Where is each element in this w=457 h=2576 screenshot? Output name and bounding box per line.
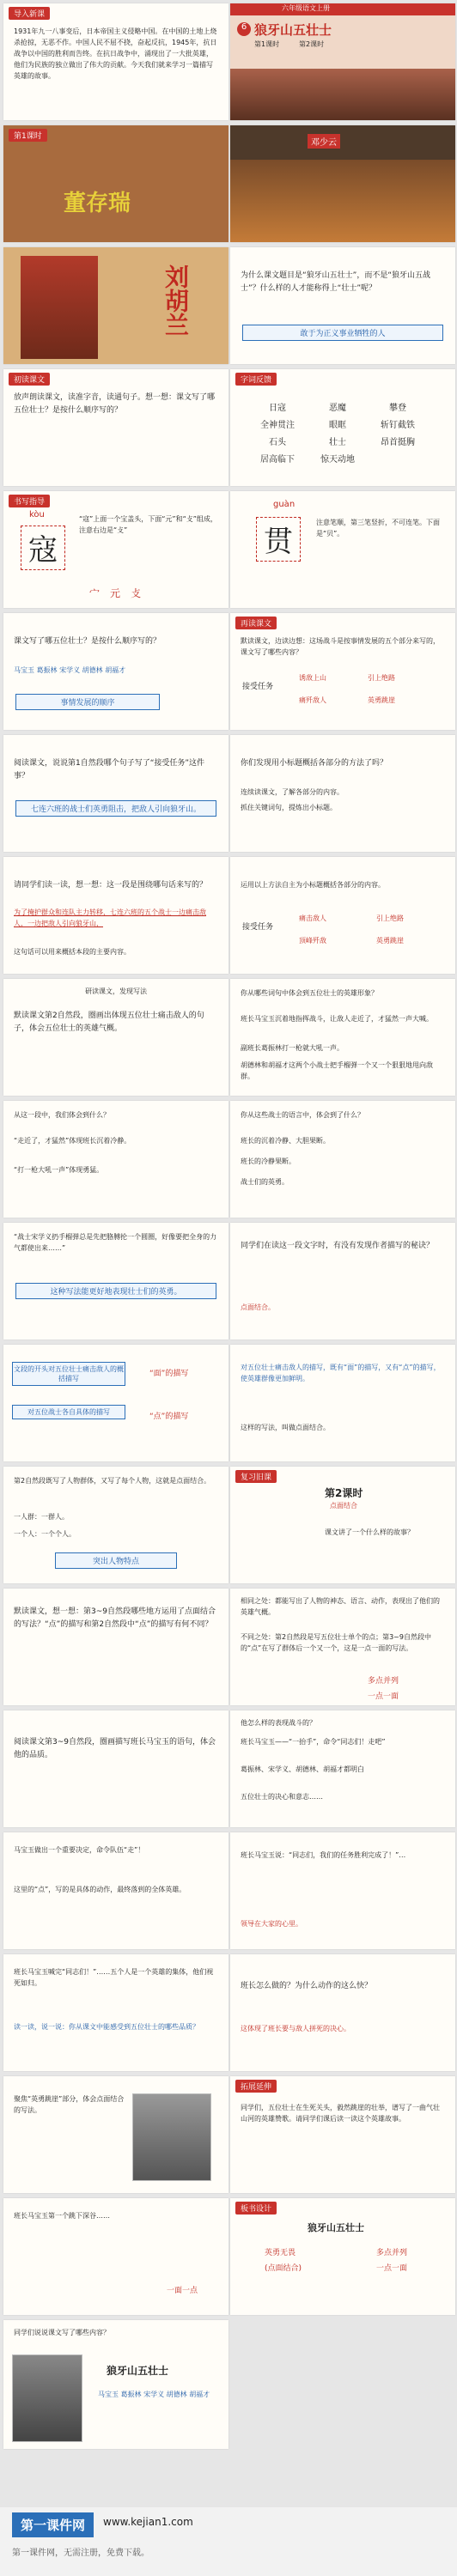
face-label: “面”的描写 xyxy=(149,1370,189,1378)
section-tag: 初读课文 xyxy=(9,373,50,386)
pinyin: guàn xyxy=(273,500,296,509)
flow-step: 顶峰歼敌 xyxy=(299,937,326,945)
method-item: 抓住关键词句，提炼出小标题。 xyxy=(241,804,337,811)
section-tag: 拓展延伸 xyxy=(235,2080,277,2093)
slide-qualities xyxy=(3,1954,228,2071)
section-tag: 字词反馈 xyxy=(235,373,277,386)
answer-box: 敢于为正义事业牺牲的人 xyxy=(242,325,443,341)
question-text: 为什么课文题目是“狼牙山五壮士”，而不是“狼牙山五战士”？什么样的人才能称得上“壮士”呢？ xyxy=(241,271,430,293)
slide-point-face xyxy=(3,1345,228,1461)
slide-action xyxy=(3,1223,228,1340)
question-text: 同学们在读这一段文字时，有没有发现作者描写的秘诀？ xyxy=(241,1242,435,1250)
flow-start: 接受任务 xyxy=(242,923,274,932)
section-tag: 第1课时 xyxy=(9,129,47,142)
question-text: 马宝玉做出一个重要决定，命令队伍“走”！ xyxy=(14,1846,145,1854)
vocab-word: 惊天动地 xyxy=(320,455,355,465)
slide-writing-1 xyxy=(3,491,228,608)
flow-step: 英勇跳崖 xyxy=(376,937,404,945)
slide-jump xyxy=(3,2076,228,2193)
slide-question-title xyxy=(230,247,455,364)
statue-image xyxy=(132,2093,211,2181)
writing-tip: 注意笔顺，第三笔竖折，不可连笔。下面是“贝”。 xyxy=(316,519,440,538)
study-heading: 研读课文，发现写法 xyxy=(85,987,147,995)
vocab-word: 眼眶 xyxy=(329,421,346,430)
site-url[interactable]: www.kejian1.com xyxy=(103,2516,193,2528)
desc-box: 文段的开头对五位壮士痛击敌人的概括描写 xyxy=(12,1362,125,1386)
slide-secret xyxy=(230,1223,455,1340)
slide-point-face-2 xyxy=(230,1345,455,1461)
question-text: 课文写了哪五位壮士？是按什么顺序写的？ xyxy=(14,637,161,646)
period-2[interactable]: 第2课时 xyxy=(299,40,325,48)
vocab-word: 斩钉截铁 xyxy=(381,421,415,430)
question-text: 你从哪些词句中体会到五位壮士的英雄形象？ xyxy=(241,989,378,997)
study-body: 默读课文第2自然段，圈画出体现五位壮士痛击敌人的句子，体会五位壮士的英雄气概。 xyxy=(14,1012,204,1033)
slide-battle xyxy=(230,1710,455,1827)
board-title: 狼牙山五壮士 xyxy=(308,2222,364,2233)
lesson-badge: 6 xyxy=(237,22,251,36)
portrait-image xyxy=(21,256,98,359)
hero-names: 马宝玉 葛振林 宋学义 胡德林 胡福才 xyxy=(14,666,126,674)
task-text: 阅读课文第3~9自然段，圈画描写班长马宝玉的语句，体会他的品质。 xyxy=(14,1738,216,1759)
quote-text: “战士宋学义扔手榴弹总是先把胳膊抡一个圆圈，好像要把全身的力气都使出来……” xyxy=(14,1233,217,1252)
board-left: 英勇无畏 xyxy=(265,2249,296,2257)
cover-image xyxy=(230,69,455,120)
question-text: 请同学们读一读，想一想：这一段是围绕哪句话来写的？ xyxy=(14,881,208,890)
summary-item: 一人群：一群人。 xyxy=(14,1513,69,1521)
end-title: 狼牙山五壮士 xyxy=(107,2365,169,2377)
slide-review xyxy=(230,1467,455,1583)
hero-names: 马宝玉 葛振林 宋学义 胡德林 胡福才 xyxy=(98,2391,210,2398)
question-text: 阅读课文，说说第1自然段哪个句子写了“接受任务”这件事？ xyxy=(14,759,205,781)
period-sub: 点面结合 xyxy=(330,1502,357,1510)
question-text: 默读课文，想一想：第3~9自然段哪些地方运用了点面结合的写法？“点”的描写和第2自然段中“点”的描写有何不同？ xyxy=(14,1607,216,1629)
section-tag: 板书设计 xyxy=(235,2202,277,2215)
char-parts: 宀 元 攴 xyxy=(89,587,142,599)
vocab-word: 石头 xyxy=(269,438,286,447)
hero-name: 董存瑞 xyxy=(64,191,131,216)
slide-title xyxy=(230,3,455,120)
vocab-word: 全神贯注 xyxy=(260,421,295,430)
section-tag: 复习旧课 xyxy=(235,1470,277,1483)
note-text: 点面结合。 xyxy=(241,1303,275,1311)
question-text: 读一读，说一说：你从课文中能感受到五位壮士的哪些品质？ xyxy=(14,2023,199,2031)
flow-step: 引上绝路 xyxy=(368,674,395,682)
hero-label: 邓少云 xyxy=(308,134,340,149)
flow-step: 痛击敌人 xyxy=(299,914,326,922)
answer-item: 葛振林、宋学义、胡德林、胡福才都明白 xyxy=(241,1765,364,1773)
answer-box: 突出人物特点 xyxy=(55,1552,177,1569)
answer-item: 副班长葛振林打一枪就大吼一声。 xyxy=(241,1044,344,1052)
method-item: 连续读课文，了解各部分的内容。 xyxy=(241,788,344,796)
slide-leap xyxy=(3,2198,228,2315)
slide-decision xyxy=(3,1832,228,1949)
note-text: 这体现了班长要与敌人拼死的决心。 xyxy=(241,2025,350,2032)
slide-compare xyxy=(230,1589,455,1705)
slide-intro xyxy=(3,3,228,120)
question-text: 从这一段中，我们体会到什么？ xyxy=(14,1111,110,1119)
slide-task-sentence xyxy=(3,735,228,852)
vocab-grid xyxy=(247,400,438,469)
task-text: 放声朗读课文，读准字音，读通句子。想一想：课文写了哪五位壮士？是按什么顺序写的？ xyxy=(14,393,216,415)
hero-name-vertical: 刘胡兰 xyxy=(161,264,190,337)
vocab-word: 日寇 xyxy=(269,404,286,413)
slide-first-read xyxy=(3,369,228,486)
slide-flow-titles xyxy=(230,857,455,974)
answer-item: 胡德林和胡福才这两个小战士把手榴弹一个又一个狠狠地甩向敌群。 xyxy=(241,1061,433,1080)
grade-header: 六年级语文上册 xyxy=(230,3,455,15)
slide-summary xyxy=(3,1467,228,1583)
note-text: 领导在大家的心里。 xyxy=(241,1920,302,1928)
lesson-title: 狼牙山五壮士 xyxy=(254,22,332,38)
quote-text: 班长马宝玉第一个跳下深谷…… xyxy=(14,2212,110,2220)
answer-item: 班长马宝玉——“一抬手”，命令“同志们！走吧” xyxy=(241,1738,386,1746)
slide-vocab xyxy=(230,369,455,486)
summary-text: 第2自然段既写了人物群体，又写了每个人物，这就是点面结合。 xyxy=(14,1477,211,1485)
note-text: 这样的写法，叫做点面结合。 xyxy=(241,1424,330,1431)
extend-text: 同学们，五位壮士在生死关头，毅然跳崖的壮举，谱写了一曲气壮山河的英雄赞歌。请同学们课后读一读这个英雄故事。 xyxy=(241,2104,440,2123)
section-tag: 书写指导 xyxy=(9,495,50,507)
slide-five-heroes xyxy=(3,613,228,730)
task-text: 默读课文，边读边想：这场战斗是按事情发展的五个部分来写的，课文写了哪些内容？ xyxy=(241,637,440,656)
memorial-image xyxy=(12,2354,82,2442)
slide-mission xyxy=(230,1832,455,1949)
section-tag: 再读课文 xyxy=(235,617,277,629)
slide-extend xyxy=(230,2076,455,2193)
answer-item: 战士们的英勇。 xyxy=(241,1178,289,1186)
slide-writing-2 xyxy=(230,491,455,608)
question-text: 课文讲了一个什么样的故事？ xyxy=(325,1528,414,1536)
vocab-word: 攀登 xyxy=(389,404,406,413)
vocab-word: 昂首挺胸 xyxy=(381,438,415,447)
battle-image xyxy=(230,160,455,242)
board-left-sub: (点面结合) xyxy=(265,2264,302,2273)
summary-text: 对五位壮士痛击敌人的描写，既有“面”的描写，又有“点”的描写，使英雄群像更加鲜明。 xyxy=(241,1364,441,1382)
period-1[interactable]: 第1课时 xyxy=(254,40,280,48)
slide-blackboard xyxy=(230,2198,455,2315)
task-text: 聚焦“英勇跳崖”部分，体会点面结合的写法。 xyxy=(14,2095,125,2114)
flow-start: 接受任务 xyxy=(242,683,274,691)
slide-read-3-9 xyxy=(3,1710,228,1827)
question-text: 你们发现用小标题概括各部分的方法了吗？ xyxy=(241,759,388,768)
board-right: 多点并列 xyxy=(376,2249,408,2257)
answer-item: 班长马宝玉沉着地指挥战斗，让敌人走近了，才猛然一声大喊。 xyxy=(241,1015,433,1023)
board-right-sub: 一点一面 xyxy=(376,2264,408,2273)
question-text: 班长怎么做的？为什么动作的这么快？ xyxy=(241,1982,373,1990)
summary-item: 一个人：一个个人。 xyxy=(14,1530,76,1538)
same-text: 相同之处：都能写出了人物的神态、语言、动作，表现出了他们的英雄气概。 xyxy=(241,1597,440,1616)
site-footer xyxy=(0,2507,457,2576)
quote-text: 班长马宝玉喊完“同志们！”……五个人是一个英雄的集体，他们视死如归。 xyxy=(14,1968,214,1987)
answer-item: “打一枪大吼一声”体现勇猛。 xyxy=(14,1166,104,1174)
slide-experience xyxy=(3,1101,228,1218)
writing-tip: “寇”上面一个宝盖头，下面“元”和“攴”组成，注意右边是“攴” xyxy=(79,515,217,534)
flow-step: 痛歼敌人 xyxy=(299,696,326,704)
slide-hero-1 xyxy=(3,125,228,242)
slide-language xyxy=(230,1101,455,1218)
period-title: 第2课时 xyxy=(325,1487,363,1499)
site-slogan: 第一课件网，无需注册，免费下载。 xyxy=(12,2549,149,2558)
character: 贯 xyxy=(256,517,301,562)
answer-box: 七连六班的战士们英勇阻击，把敌人引向狼牙山。 xyxy=(15,800,216,817)
diff-text: 不同之处：第2自然段是写五位壮士单个的点；第3~9自然段中的“点”在写了群体后一个又一个，这是一点一面的写法。 xyxy=(241,1633,431,1652)
slide-method xyxy=(230,735,455,852)
answer-item: “走近了，才猛然”体现班长沉着冷静。 xyxy=(14,1137,131,1145)
site-brand[interactable]: 第一课件网 xyxy=(12,2512,94,2537)
point-label: “点”的描写 xyxy=(149,1413,189,1421)
slide-hero-2 xyxy=(230,125,455,242)
slide-study xyxy=(3,979,228,1096)
question-text: 同学们说说课文写了哪些内容？ xyxy=(14,2329,110,2336)
answer-box: 这种写法能更好地表现壮士们的英勇。 xyxy=(15,1283,216,1299)
question-text: 你从这些战士的语言中，体会到了什么？ xyxy=(241,1111,364,1119)
slide-key-sentence xyxy=(3,857,228,974)
answer-item: 班长的沉着冷静、大胆果断。 xyxy=(241,1137,330,1145)
slide-hero-words xyxy=(230,979,455,1096)
vocab-word: 壮士 xyxy=(329,438,346,447)
slide-captain xyxy=(230,1954,455,2071)
highlight-sentence: 为了掩护群众和连队主力转移，七连六班的五个战士一边痛击敌人，一边把敌人引向狼牙山， xyxy=(14,908,206,927)
answer-item: 五位壮士的决心和意志…… xyxy=(241,1793,323,1801)
slide-end xyxy=(3,2320,228,2449)
pinyin: kòu xyxy=(29,510,45,519)
note-label: 多点并列 xyxy=(368,1677,399,1686)
quote-text: 班长马宝玉说：“同志们，我们的任务胜利完成了！”… xyxy=(241,1851,406,1859)
flow-step: 诱敌上山 xyxy=(299,674,326,682)
question-text: 他怎么样的表现战斗的？ xyxy=(241,1719,316,1727)
task-text: 运用以上方法自主为小标题概括各部分的内容。 xyxy=(241,881,385,889)
flow-step: 引上绝路 xyxy=(376,914,404,922)
note-label: 一点一面 xyxy=(368,1692,399,1701)
slide-reread xyxy=(230,613,455,730)
vocab-word: 恶魔 xyxy=(329,404,346,413)
slide-hero-3 xyxy=(3,247,228,364)
answer-item: 班长的冷静果断。 xyxy=(241,1157,296,1165)
desc-box-2: 对五位战士各自具体的描写 xyxy=(12,1405,125,1419)
vocab-word: 居高临下 xyxy=(260,455,295,465)
character: 寇 xyxy=(21,526,65,570)
answer-box: 事情发展的顺序 xyxy=(15,694,160,710)
flow-step: 英勇跳崖 xyxy=(368,696,395,704)
note-text: 这句话可以用来概括本段的主要内容。 xyxy=(14,948,131,956)
note-text: 这里的“点”，写的是具体的动作，最终落到的全体英雄。 xyxy=(14,1886,186,1893)
slide-paragraph-3-9 xyxy=(3,1589,228,1705)
note-label: 一面一点 xyxy=(167,2287,198,2295)
section-tag: 导入新课 xyxy=(9,7,50,20)
intro-text: 1931年九一八事变后，日本帝国主义侵略中国。在中国的土地上烧杀抢掠，无恶不作。中国人民不屈不挠，奋起反抗，1945年，抗日战争以中国的胜利而告终。在抗日战争中，涌现出了一大批英雄，他们为民族的独立做出了伟大的贡献。今天我们就来学习一篇描写英雄的故事。 xyxy=(14,27,217,80)
